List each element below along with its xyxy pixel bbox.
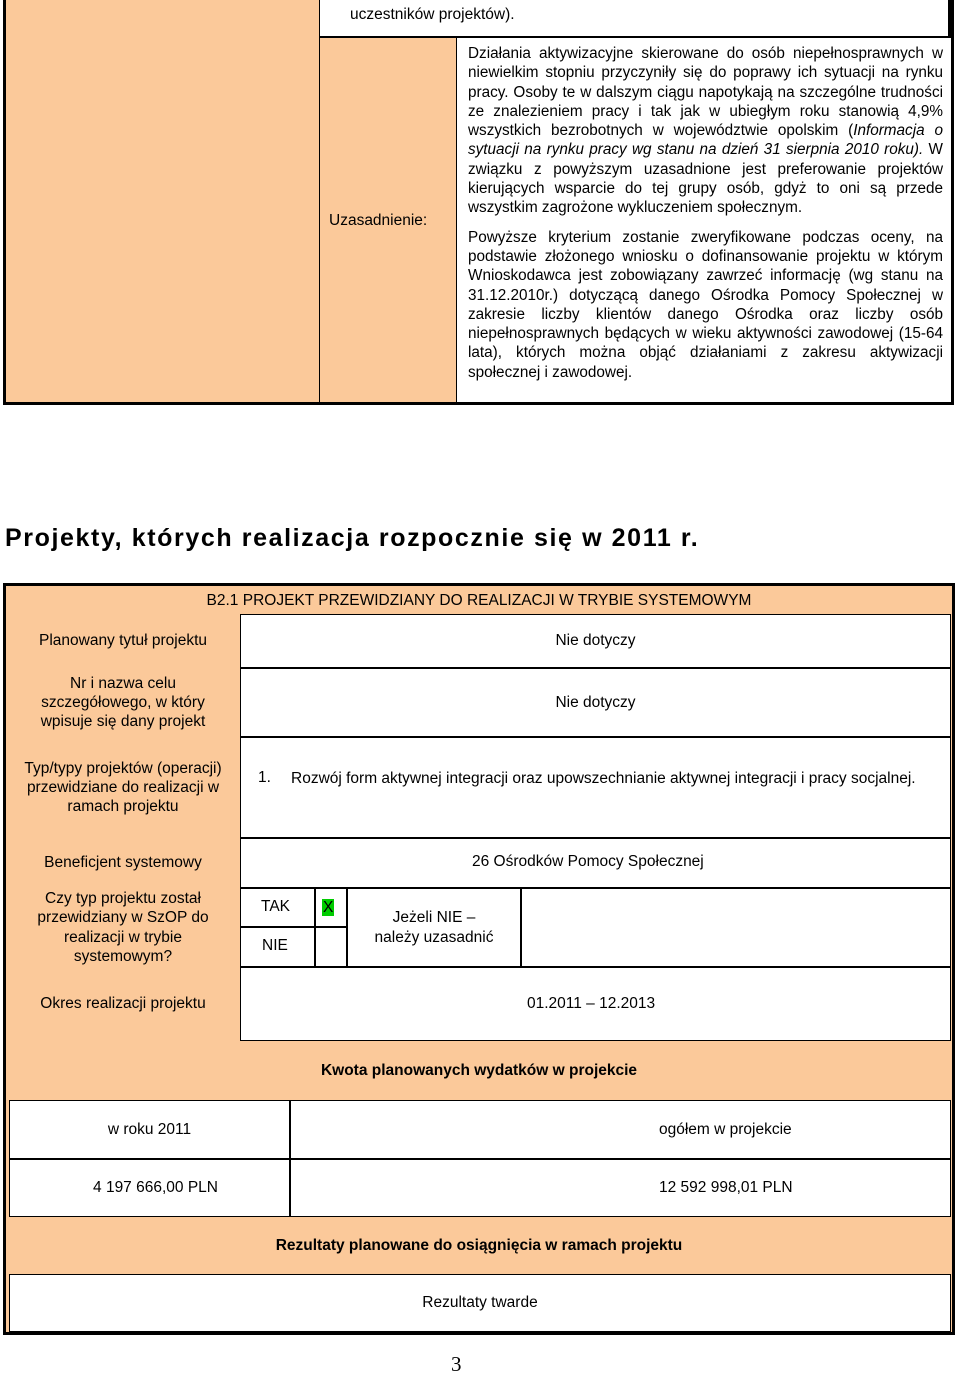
year-label: w roku 2011 [107, 1120, 192, 1138]
year-amount: 4 197 666,00 PLN [93, 1179, 218, 1196]
year-amount-cell [9, 1159, 290, 1217]
continuation-text: uczestników projektów). [350, 6, 515, 23]
nie-mark-cell[interactable] [315, 927, 347, 967]
table-header: B2.1 PROJEKT PRZEWIDZIANY DO REALIZACJI W TRYBIE SYSTEMOWYM [206, 592, 752, 609]
goal-label: Nr i nazwa celu szczegółowego, w który wpisuje się dany projekt [40, 675, 206, 730]
section-heading: Projekty, których realizacja rozpocznie się w 2011 r. [5, 524, 700, 552]
goal-value-cell [240, 668, 951, 737]
justification-text [468, 44, 943, 382]
period-value-cell [240, 967, 951, 1041]
nie-justification-label-cell [347, 888, 521, 967]
results-header: Rezultaty planowane do osiągnięcia w ramach projektu [275, 1236, 683, 1254]
page-number: 3 [451, 1352, 462, 1376]
tak-mark: X [323, 899, 334, 916]
total-amount-cell [290, 1159, 951, 1217]
types-item-text: Rozwój form aktywnej integracji oraz upowszechnianie aktywnej integracji i pracy socjalnej. [291, 770, 916, 787]
planned-title-value-cell [240, 614, 951, 668]
hard-results-label: Rezultaty twarde [422, 1294, 538, 1311]
system-question-label: Czy typ projektu został przewidziany w SzOP do realizacji w trybie systemowym? [37, 889, 209, 965]
justification-label: Uzasadnienie: [329, 212, 428, 229]
hard-results-cell [9, 1274, 951, 1332]
planned-title-value: Nie dotyczy [555, 632, 636, 649]
tak-cell [240, 888, 315, 927]
paragraph-1-conclusion: W związku z powyższym uzasadnione jest preferowanie projektów kierujących wsparcie do tej grupy osób, gdyż to oni są przede wszystkim zagrożone wykluczeniem społecznym. [468, 141, 943, 217]
types-item-number: 1. [258, 769, 271, 786]
tak-mark-cell [315, 888, 347, 927]
period-value: 01.2011 – 12.2013 [527, 995, 656, 1012]
beneficiary-value-cell [240, 838, 951, 888]
total-amount: 12 592 998,01 PLN [659, 1179, 793, 1196]
nie-justification-label: Jeżeli NIE – należy uzasadnić [374, 909, 494, 946]
types-label: Typ/typy projektów (operacji) przewidziane do realizacji w ramach projektu [24, 760, 222, 815]
tak-label: TAK [261, 898, 290, 915]
budget-header: Kwota planowanych wydatków w projekcie [320, 1061, 638, 1079]
goal-value: Nie dotyczy [555, 693, 636, 711]
paragraph-1-text: Działania aktywizacyjne skierowane do osób niepełnosprawnych w niewielkim stopniu przyczyniły się do poprawy ich sytuacji na rynku pracy. Osoby te w dalszym ciągu napotykają na szczególne trudności ze znalezieniem pracy i tak jak w ubiegłym roku stanowią 4,9% wszystkich bezrobotnych w województwie opolskim ( [468, 45, 943, 140]
total-label-cell [290, 1100, 951, 1159]
nie-cell [240, 927, 315, 967]
nie-label: NIE [262, 937, 288, 954]
beneficiary-label: Beneficjent systemowy [44, 854, 202, 871]
paragraph-1-source: Informacja o sytuacji na rynku pracy wg stanu na dzień 31 sierpnia 2010 roku). [468, 122, 944, 159]
justification-paragraph-1 [468, 44, 943, 218]
nie-justification-input[interactable] [521, 888, 951, 967]
justification-paragraph-2: Powyższe kryterium zostanie zweryfikowane podczas oceny, na podstawie złożonego wniosku o dofinansowanie projektu w którym Wnioskodawca jest zobowiązany zawrzeć informację (wg stanu na 31.12.2010r.) dotyczącą danego Ośrodka Pomocy Społecznej w zakresie liczby klientów danego Ośrodka oraz liczby osób niepełnosprawnych będących w wieku aktywności zawodowej (15-64 lata), których można objąć działaniami z zakresu aktywizacji społecznej i zawodowej. [468, 228, 943, 381]
planned-title-label: Planowany tytuł projektu [38, 632, 207, 649]
year-label-cell [9, 1100, 290, 1159]
beneficiary-value: 26 Ośrodków Pomocy Społecznej [472, 853, 704, 870]
total-label: ogółem w projekcie [659, 1120, 792, 1138]
left-column-fill [6, 0, 319, 402]
period-label: Okres realizacji projektu [40, 995, 206, 1012]
